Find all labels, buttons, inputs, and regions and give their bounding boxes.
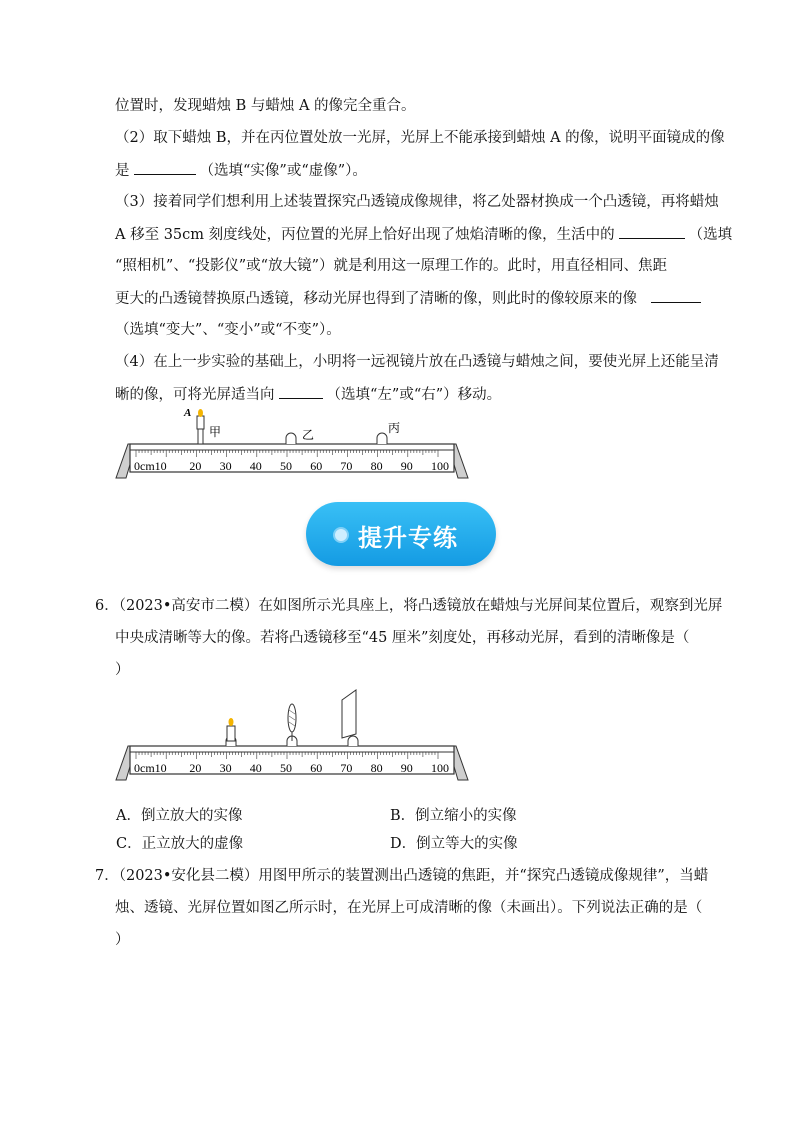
holder-post: [198, 428, 203, 444]
label-jia: 甲: [209, 425, 222, 439]
option-b[interactable]: B．倒立缩小的实像: [390, 808, 517, 824]
question-6-line: ）: [115, 662, 130, 678]
ruler-tick-label: 20: [189, 761, 202, 775]
text-span: （选填“实像”或“虚像”）。: [199, 163, 367, 179]
ruler-tick-label: 100: [431, 761, 449, 775]
ruler-tick-label: 70: [340, 459, 353, 473]
text-span: （选填: [688, 227, 733, 243]
holder-bing: [377, 433, 387, 444]
ruler-tick-label: 40: [249, 459, 262, 473]
optical-bench-figure-1: [112, 406, 472, 482]
ruler-tick-label: 30: [219, 761, 232, 775]
answer-blank: [134, 160, 196, 175]
text-span: A 移至 35cm 刻度线处，丙位置的光屏上恰好出现了烛焰清晰的像，生活中的: [115, 227, 615, 243]
ruler-tick-label: 40: [249, 761, 262, 775]
option-a[interactable]: A．倒立放大的实像: [116, 808, 243, 824]
text-span: 更大的凸透镜替换原凸透镜，移动光屏也得到了清晰的像，则此时的像较原来的像: [115, 291, 637, 307]
option-c[interactable]: C．正立放大的虚像: [116, 836, 244, 852]
text-line: （3）接着同学们想利用上述装置探究凸透镜成像规律，将乙处器材换成一个凸透镜，再将蜡烛: [115, 194, 719, 210]
option-d[interactable]: D．倒立等大的实像: [390, 836, 518, 852]
text-line: [115, 384, 501, 405]
text-span: 晰的像，可将光屏适当向: [115, 387, 275, 403]
text-line: [115, 288, 705, 309]
question-7-line: ）: [115, 932, 130, 948]
text-line: [115, 160, 367, 181]
optical-bench-figure-2: [112, 686, 472, 784]
question-6-line: 中央成清晰等大的像。若将凸透镜移至“45 厘米”刻度处，再移动光屏，看到的清晰像是（: [115, 630, 690, 646]
ruler-tick-label: 50: [280, 761, 292, 775]
text-line: [115, 224, 732, 245]
text-line: （2）取下蜡烛 B，并在丙位置处放一光屏，光屏上不能承接到蜡烛 A 的像，说明平面镜成的像: [115, 130, 725, 146]
ruler-tick-label: 90: [400, 761, 413, 775]
screen-holder: [348, 736, 358, 746]
ruler-tick-label: 60: [310, 459, 323, 473]
candle-flame: [198, 409, 203, 417]
question-7-line: 7．（2023•安化县二模）用图甲所示的装置测出凸透镜的焦距，并“探究凸透镜成像规律”，当蜡: [95, 868, 709, 884]
ruler-tick-label: 0cm10: [134, 761, 167, 775]
text-span: 是: [115, 163, 130, 179]
holder-yi: [286, 433, 296, 444]
ruler-tick-label: 70: [340, 761, 353, 775]
answer-blank: [279, 384, 323, 399]
label-a: A: [184, 407, 192, 419]
ruler-tick-label: 0cm10: [134, 459, 167, 473]
candle: [227, 726, 235, 741]
banner-title: 提升专练: [358, 524, 458, 552]
text-line: 位置时，发现蜡烛 B 与蜡烛 A 的像完全重合。: [115, 98, 416, 114]
ruler-tick-label: 90: [400, 459, 413, 473]
question-6-line: 6．（2023•高安市二模）在如图所示光具座上，将凸透镜放在蜡烛与光屏间某位置后，观察到光屏: [95, 598, 723, 614]
text-line: （选填“变大”、“变小”或“不变”）。: [115, 322, 341, 338]
label-bing: 丙: [388, 421, 401, 435]
text-line: （4）在上一步实验的基础上，小明将一远视镜片放在凸透镜与蜡烛之间，要使光屏上还能呈清: [115, 354, 719, 370]
ruler-tick-label: 60: [310, 761, 323, 775]
text-span: （选填“左”或“右”）移动。: [326, 387, 502, 403]
text-line: “照相机”、“投影仪”或“放大镜”）就是利用这一原理工作的。此时，用直径相同、焦距: [115, 258, 667, 274]
light-screen: [342, 690, 356, 738]
candle-flame: [229, 718, 234, 726]
ruler-tick-label: 80: [370, 761, 383, 775]
ruler-tick-label: 20: [189, 459, 202, 473]
candle: [197, 416, 204, 429]
answer-blank: [651, 288, 701, 303]
answer-blank: [619, 224, 685, 239]
ruler-tick-label: 100: [431, 459, 449, 473]
ruler-tick-label: 50: [280, 459, 292, 473]
ruler-tick-label: 80: [370, 459, 383, 473]
banner-dot-icon: [333, 527, 349, 543]
label-yi: 乙: [302, 428, 315, 442]
question-7-line: 烛、透镜、光屏位置如图乙所示时，在光屏上可成清晰的像（未画出）。下列说法正确的是（: [115, 900, 703, 916]
ruler-tick-label: 30: [219, 459, 232, 473]
